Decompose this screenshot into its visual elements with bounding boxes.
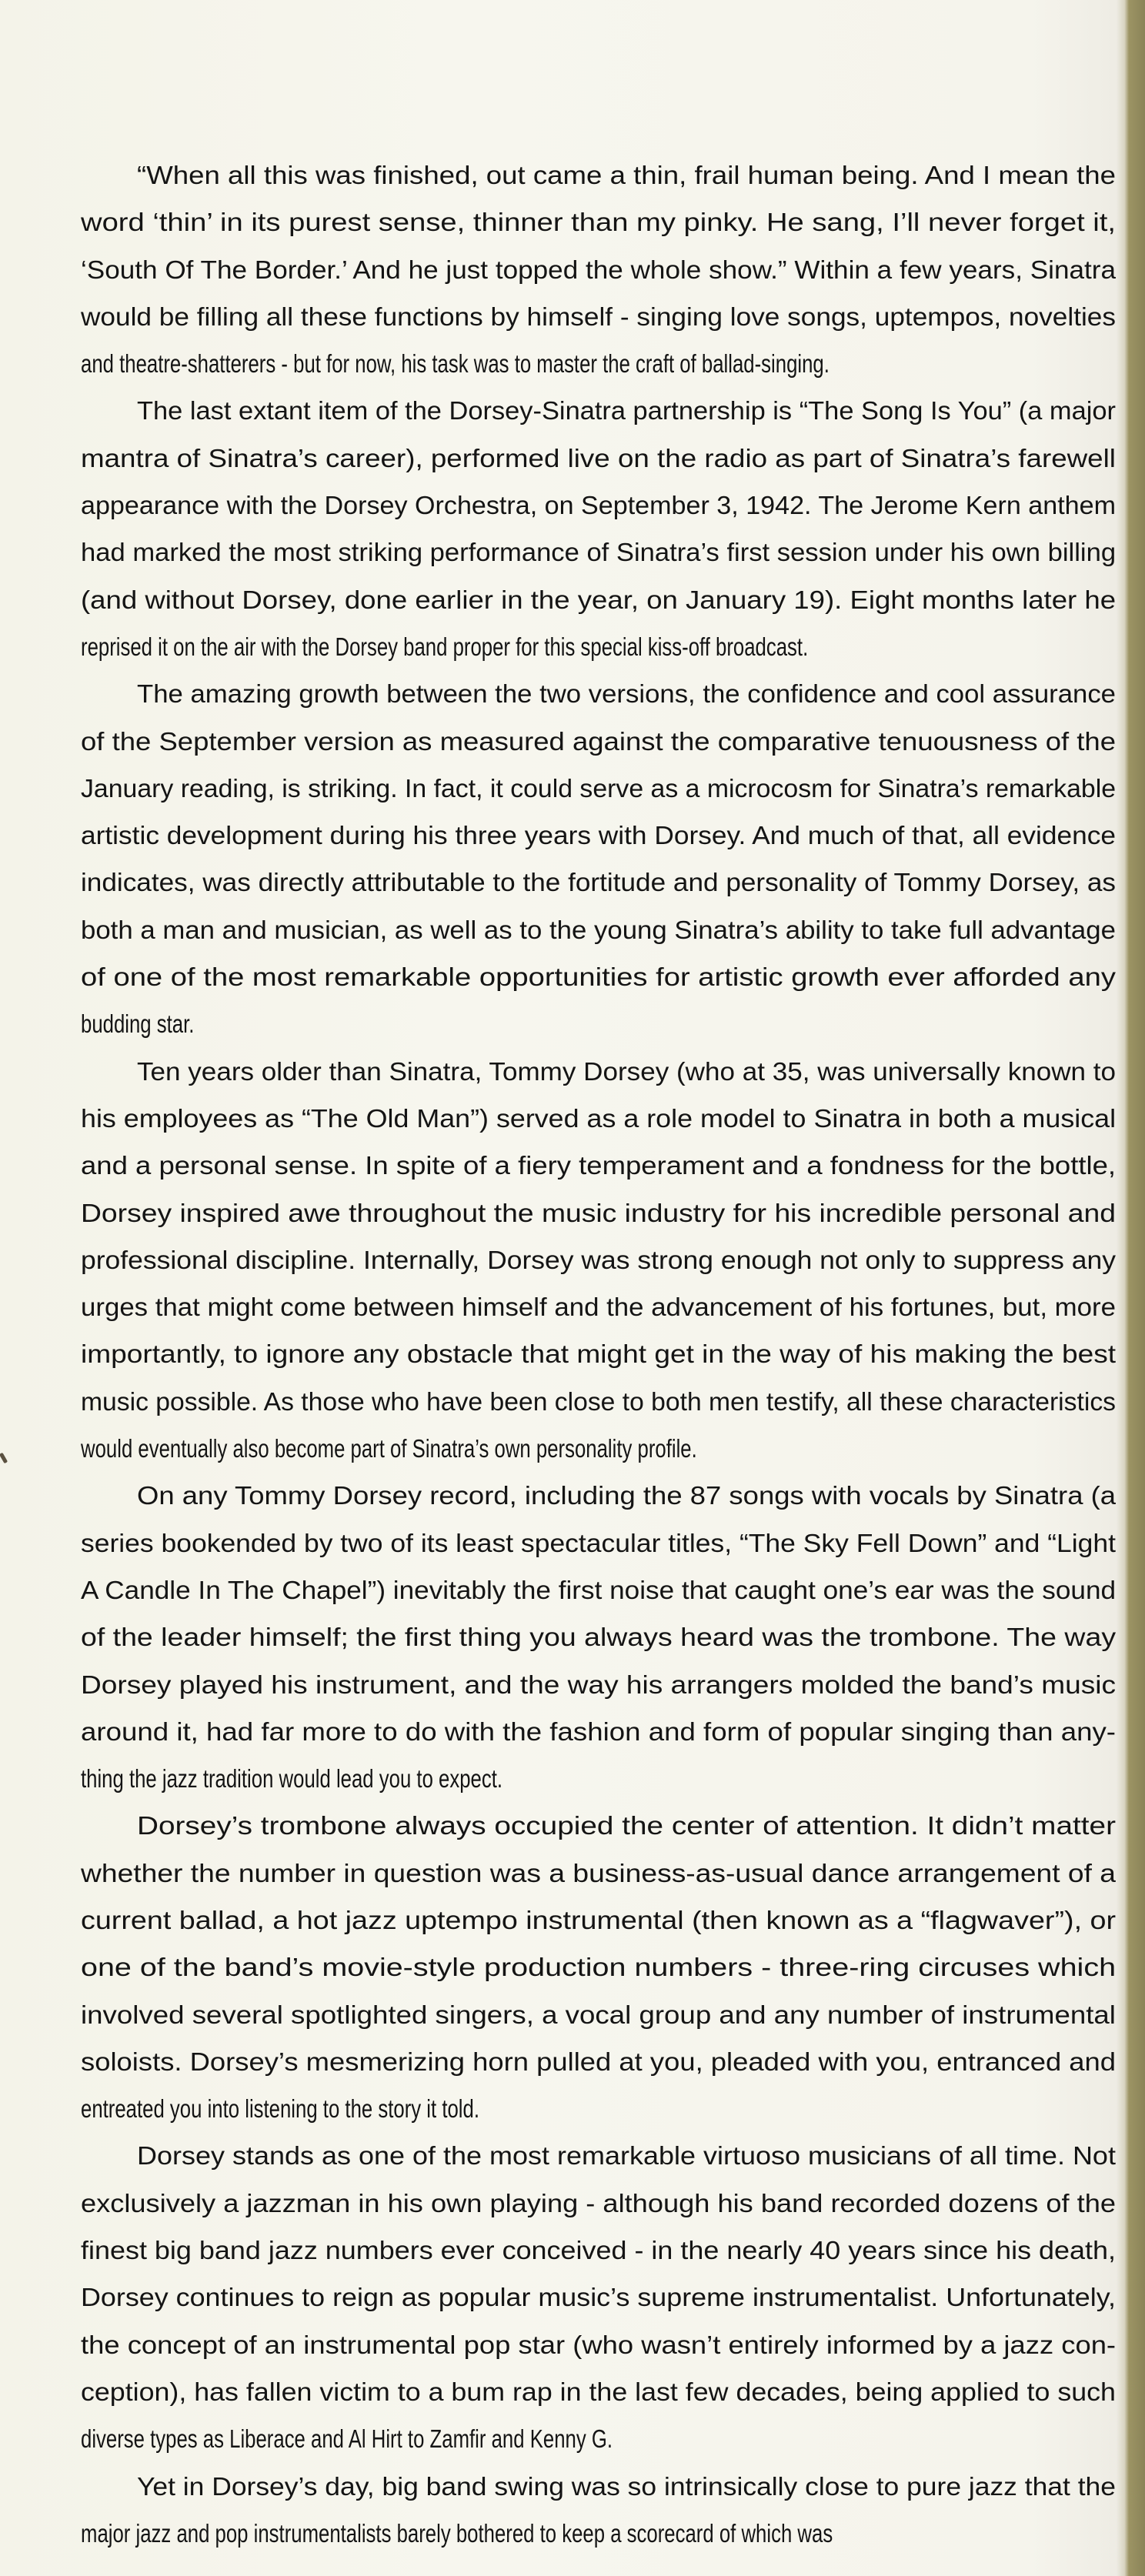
text-line	[81, 859, 1116, 906]
line-text: On any Tommy Dorsey record, including the 87 songs with vocals by Sinatra (a	[137, 1481, 1117, 1510]
line-text: importantly, to ignore any obstacle that might get in the way of his making the best	[81, 1340, 1117, 1369]
text-line	[81, 340, 1116, 387]
line-text: soloists. Dorsey’s mesmerizing horn pulled at you, pleaded with you, entranced and	[81, 2047, 1117, 2076]
text-line	[81, 2368, 1116, 2415]
text-line	[81, 1283, 1116, 1330]
line-text: budding star.	[81, 1009, 195, 1039]
line-text: Yet in Dorsey’s day, big band swing was so intrinsically close to pure jazz that the	[137, 2471, 1116, 2501]
text-line	[81, 765, 1116, 812]
line-text: of the leader himself; the first thing you always heard was the trombone. The way	[81, 1623, 1117, 1652]
text-line	[81, 1755, 1116, 1802]
text-line	[81, 953, 1116, 1000]
line-text: artistic development during his three years with Dorsey. And much of that, all evidence	[81, 821, 1116, 850]
text-line	[81, 906, 1116, 953]
text-line	[81, 623, 1116, 670]
line-text: word ‘thin’ in its purest sense, thinner than my pinky. He sang, I’ll never forget it,	[81, 208, 1116, 237]
text-line	[81, 1330, 1116, 1377]
text-line	[81, 246, 1116, 293]
text-column	[81, 152, 1116, 2557]
line-text: January reading, is striking. In fact, it could serve as a microcosm for Sinatra’s remarkable	[81, 773, 1117, 802]
paragraph	[81, 1472, 1116, 1802]
line-text: exclusively a jazzman in his own playing - although his band recorded dozens of the	[81, 2188, 1116, 2217]
text-line	[81, 1613, 1116, 1660]
text-line	[81, 2415, 1116, 2462]
line-text: whether the number in question was a business-as-usual dance arrangement of a	[81, 1858, 1116, 1887]
line-text: The last extant item of the Dorsey-Sinatra partnership is “The Song Is You” (a major	[137, 396, 1116, 425]
text-line	[81, 1095, 1116, 1142]
text-line	[81, 2180, 1116, 2227]
line-text: finest big band jazz numbers ever conceived - in the nearly 40 years since his death,	[81, 2236, 1117, 2265]
text-line	[81, 529, 1116, 576]
line-text: A Candle In The Chapel”) inevitably the first noise that caught one’s ear was the sound	[81, 1575, 1117, 1604]
text-line	[81, 387, 1116, 434]
text-line	[81, 1048, 1116, 1095]
text-line	[81, 1142, 1116, 1189]
paragraph	[81, 670, 1116, 1047]
text-line	[81, 482, 1116, 529]
line-text: the concept of an instrumental pop star (who wasn’t entirely informed by a jazz con-	[81, 2330, 1117, 2359]
line-text: urges that might come between himself and the advancement of his fortunes, but, more	[81, 1293, 1116, 1322]
text-line	[81, 2227, 1116, 2274]
text-line	[81, 2510, 1116, 2557]
text-line	[81, 199, 1116, 245]
line-text: diverse types as Liberace and Al Hirt to Zamfir and Kenny G.	[81, 2424, 613, 2454]
line-text: his employees as “The Old Man”) served as a role model to Sinatra in both a musical	[81, 1103, 1117, 1133]
paragraph	[81, 1048, 1116, 1473]
line-text: “When all this was finished, out came a thin, frail human being. And I mean the	[137, 161, 1117, 189]
text-line	[81, 2132, 1116, 2179]
paragraph	[81, 152, 1116, 387]
text-line	[81, 1190, 1116, 1236]
paragraph	[81, 1802, 1116, 2132]
text-line	[81, 1425, 1116, 1472]
line-text: would be filling all these functions by himself - singing love songs, uptempos, novelties	[81, 302, 1116, 331]
text-line	[81, 670, 1116, 717]
line-text: indicates, was directly attributable to the fortitude and personality of Tommy Dorsey, as	[81, 868, 1117, 897]
line-text: would eventually also become part of Sinatra’s own personality profile.	[81, 1434, 697, 1463]
line-text: and theatre-shatterers - but for now, his task was to master the craft of ballad-singing.	[81, 349, 830, 379]
text-line	[81, 1661, 1116, 1708]
text-line	[81, 1236, 1116, 1283]
line-text: one of the band’s movie-style production numbers - three-ring circuses which	[81, 1953, 1117, 1982]
line-text: involved several spotlighted singers, a vocal group and any number of instrumental	[81, 2000, 1116, 2029]
line-text: around it, had far more to do with the fashion and form of popular singing than any-	[81, 1717, 1117, 1746]
paragraph	[81, 2463, 1116, 2558]
text-line	[81, 293, 1116, 340]
text-line	[81, 1850, 1116, 1897]
page-smudge	[0, 1453, 8, 1464]
paragraph	[81, 387, 1116, 670]
line-text: series bookended by two of its least spectacular titles, “The Sky Fell Down” and “Light	[81, 1528, 1117, 1557]
text-line	[81, 2085, 1116, 2132]
line-text: music possible. As those who have been close to both men testify, all these characteristics	[81, 1386, 1116, 1416]
line-text: had marked the most striking performance of Sinatra’s first session under his own billing	[81, 538, 1117, 567]
text-line	[81, 1802, 1116, 1849]
line-text: Dorsey inspired awe throughout the music industry for his incredible personal and	[81, 1198, 1116, 1227]
line-text: and a personal sense. In spite of a fiery temperament and a fondness for the bottle,	[81, 1151, 1117, 1180]
line-text: The amazing growth between the two versions, the confidence and cool assurance	[137, 679, 1116, 709]
line-text: both a man and musician, as well as to the young Sinatra’s ability to take full advantage	[81, 915, 1116, 944]
text-line	[81, 1000, 1116, 1047]
text-line	[81, 1897, 1116, 1944]
text-line	[81, 1520, 1116, 1567]
line-text: thing the jazz tradition would lead you to expect.	[81, 1764, 503, 1794]
line-text: (and without Dorsey, done earlier in the year, on January 19). Eight months later he	[81, 585, 1117, 614]
text-line	[81, 718, 1116, 765]
text-line	[81, 435, 1116, 482]
line-text: ception), has fallen victim to a bum rap in the last few decades, being applied to such	[81, 2377, 1116, 2406]
line-text: entreated you into listening to the story it told.	[81, 2094, 479, 2124]
text-line	[81, 2038, 1116, 2085]
text-line	[81, 576, 1116, 623]
text-line	[81, 1567, 1116, 1613]
line-text: professional discipline. Internally, Dorsey was strong enough not only to suppress any	[81, 1245, 1116, 1274]
line-text: major jazz and pop instrumentalists barely bothered to keep a scorecard of which was	[81, 2518, 833, 2548]
text-line	[81, 1378, 1116, 1425]
line-text: of the September version as measured against the comparative tenuousness of the	[81, 726, 1117, 756]
line-text: appearance with the Dorsey Orchestra, on September 3, 1942. The Jerome Kern anthem	[81, 491, 1117, 520]
line-text: Dorsey’s trombone always occupied the center of attention. It didn’t matter	[137, 1811, 1116, 1840]
line-text: reprised it on the air with the Dorsey band proper for this special kiss-off broadcast.	[81, 632, 809, 661]
line-text: current ballad, a hot jazz uptempo instrumental (then known as a “flagwaver”), or	[81, 1905, 1117, 1934]
text-line	[81, 812, 1116, 859]
text-line	[81, 1944, 1116, 1990]
line-text: ‘South Of The Border.’ And he just topped the whole show.” Within a few years, Sinatra	[81, 255, 1117, 284]
text-line	[81, 2321, 1116, 2368]
text-line	[81, 2463, 1116, 2510]
text-line	[81, 152, 1116, 199]
paragraph	[81, 2132, 1116, 2462]
text-line	[81, 1991, 1116, 2038]
line-text: Dorsey continues to reign as popular music’s supreme instrumentalist. Unfortunately,	[81, 2283, 1116, 2312]
line-text: Dorsey played his instrument, and the way his arrangers molded the band’s music	[81, 1670, 1117, 1699]
text-line	[81, 2274, 1116, 2321]
text-line	[81, 1708, 1116, 1755]
text-line	[81, 1472, 1116, 1519]
line-text: of one of the most remarkable opportunities for artistic growth ever afforded any	[81, 963, 1116, 992]
line-text: Ten years older than Sinatra, Tommy Dorsey (who at 35, was universally known to	[137, 1056, 1117, 1086]
line-text: Dorsey stands as one of the most remarkable virtuoso musicians of all time. Not	[137, 2141, 1116, 2171]
line-text: mantra of Sinatra’s career), performed live on the radio as part of Sinatra’s farewell	[81, 443, 1116, 472]
